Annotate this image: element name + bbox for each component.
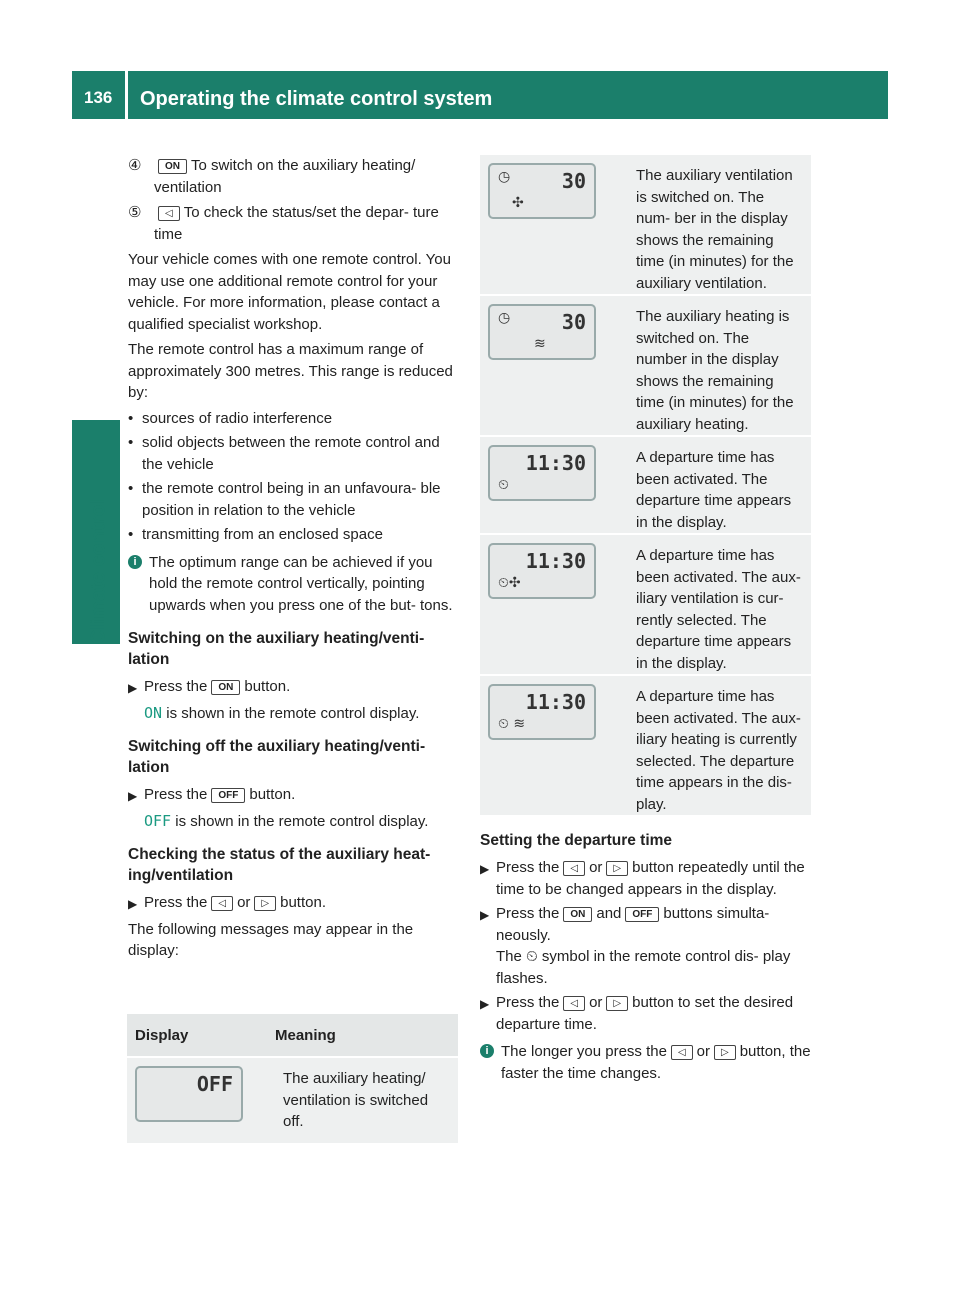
step-text: symbol in the remote control dis- play flashes.	[496, 948, 791, 987]
table-row	[480, 535, 811, 676]
clock-icon: ◷	[498, 169, 511, 185]
list-item-text: sources of radio interference	[142, 409, 333, 427]
instruction-step	[480, 857, 814, 900]
step-arrow-icon: ▶	[480, 862, 490, 876]
info-icon: i	[480, 1044, 494, 1058]
paragraph: Your vehicle comes with one remote control. You may use one additional remote control for your vehicle. For more information, please contact a qualified specialist workshop.	[128, 251, 451, 333]
info-note	[128, 552, 460, 617]
meaning-cell: A departure time has been activated. The aux- iliary ventilation is cur- rently selected. The departure time appears in the display.	[636, 547, 801, 672]
page-title: Operating the climate control system	[140, 88, 493, 110]
bullet-icon: •	[128, 434, 134, 451]
instruction-step	[480, 903, 814, 989]
column-header-display: Display	[135, 1026, 189, 1044]
lcd-value: 30	[561, 310, 586, 334]
instruction-step	[128, 676, 460, 700]
meaning-cell: The auxiliary heating is switched on. The number in the display shows the remaining time (in minutes) for the auxiliary heating.	[636, 308, 794, 433]
right-arrow-key-icon: ▷	[714, 1045, 736, 1060]
list-item	[128, 524, 460, 546]
meaning-cell: A departure time has been activated. The aux- iliary heating is currently selected. The departure time appears in the dis- play.	[636, 688, 801, 813]
step-text: buttons simulta- neously.	[496, 905, 770, 944]
item-number: ④	[128, 157, 142, 174]
lcd-text: ON	[144, 703, 163, 722]
result-line	[128, 703, 460, 725]
info-text: The optimum range can be achieved if you hold the remote control vertically, pointing upwards when you press one of the but- tons.	[149, 553, 453, 614]
right-arrow-key-icon: ▷	[606, 996, 628, 1011]
lcd-display-image	[488, 684, 596, 740]
on-key-icon: ON	[158, 159, 187, 174]
legend-item-4	[128, 155, 460, 198]
table-header	[127, 1014, 458, 1056]
section-heading: Checking the status of the auxiliary heat- ing/ventilation	[128, 846, 431, 884]
list-item	[128, 478, 460, 521]
right-arrow-key-icon: ▷	[254, 896, 276, 911]
display-cell	[127, 1058, 273, 1143]
info-text: or	[696, 1043, 710, 1060]
lcd-value: 11:30	[525, 549, 586, 573]
step-arrow-icon: ▶	[128, 681, 138, 695]
meaning-cell: A departure time has been activated. The departure time appears in the display.	[636, 449, 792, 531]
left-arrow-key-icon: ◁	[563, 996, 585, 1011]
right-column	[480, 830, 814, 1090]
step-text: button repeatedly until the time to be changed appears in the display.	[496, 859, 805, 898]
instruction-step	[128, 784, 460, 808]
step-arrow-icon: ▶	[128, 897, 138, 911]
legend-text: To switch on the auxiliary heating/ ventilation	[154, 157, 416, 196]
section-heading: Switching on the auxiliary heating/venti- lation	[128, 630, 425, 668]
lcd-value: 30	[561, 169, 586, 193]
lcd-display-image	[488, 445, 596, 501]
step-text: or	[237, 894, 251, 911]
fan-icon: ✣	[512, 195, 524, 211]
display-table	[127, 1014, 458, 1143]
lcd-display-image	[488, 163, 596, 219]
side-tab-label-wrap	[74, 490, 118, 660]
display-cell	[480, 676, 626, 815]
step-text: button to set the desired departure time.	[496, 994, 794, 1033]
result-text: is shown in the remote control display.	[175, 812, 429, 830]
page-number: 136	[84, 88, 113, 107]
heating-icon: ≋	[534, 336, 546, 352]
bullet-icon: •	[128, 480, 134, 497]
timer-fan-icon: ⏲✣	[498, 575, 521, 591]
left-arrow-key-icon: ◁	[671, 1045, 693, 1060]
table-row	[480, 155, 811, 296]
list-item-text: transmitting from an enclosed space	[142, 526, 383, 543]
section-heading: Switching off the auxiliary heating/venti- lation	[128, 738, 426, 776]
info-text: The longer you press the	[501, 1043, 667, 1060]
display-cell	[480, 296, 626, 435]
step-arrow-icon: ▶	[128, 789, 138, 803]
step-text: or	[589, 994, 603, 1011]
right-arrow-key-icon: ▷	[606, 861, 628, 876]
on-key-icon: ON	[563, 907, 592, 922]
lcd-value: 11:30	[525, 451, 586, 475]
section-heading: Setting the departure time	[480, 832, 673, 849]
list-item	[128, 432, 460, 475]
clock-icon: ◷	[498, 310, 511, 326]
display-cell	[480, 155, 626, 294]
lcd-value: OFF	[196, 1072, 233, 1096]
meaning-cell: The auxiliary ventilation is switched on. The num- ber in the display shows the remaining time (in minutes) for the auxiliary ventilation.	[636, 167, 794, 292]
timer-symbol-icon: ⏲	[526, 948, 538, 965]
bullet-icon: •	[128, 409, 134, 427]
list-item-text: the remote control being in an unfavoura- ble position in relation to the vehicle	[142, 480, 441, 519]
left-arrow-key-icon: ◁	[563, 861, 585, 876]
on-key-icon: ON	[211, 680, 240, 695]
paragraph: The following messages may appear in the display:	[128, 920, 414, 959]
table-row	[127, 1056, 458, 1143]
left-arrow-key-icon: ◁	[158, 206, 180, 221]
step-text: Press the	[496, 905, 560, 922]
table-row	[480, 296, 811, 437]
column-header-meaning: Meaning	[275, 1026, 336, 1044]
info-icon: i	[128, 555, 142, 569]
display-cell	[480, 437, 626, 533]
list-item	[128, 408, 460, 430]
off-key-icon: OFF	[211, 788, 245, 803]
step-text: button.	[280, 894, 326, 911]
step-text: button.	[244, 678, 291, 695]
step-text: Press the	[496, 859, 560, 876]
item-number: ⑤	[128, 204, 142, 221]
off-key-icon: OFF	[625, 907, 659, 922]
step-arrow-icon: ▶	[480, 908, 490, 922]
step-text: Press the	[144, 786, 208, 803]
result-text: is shown in the remote control display.	[166, 704, 420, 722]
step-text: Press the	[496, 994, 560, 1011]
step-text: button.	[249, 786, 296, 803]
left-arrow-key-icon: ◁	[211, 896, 233, 911]
step-arrow-icon: ▶	[480, 997, 490, 1011]
instruction-step	[480, 992, 814, 1035]
lcd-display-image	[135, 1066, 243, 1122]
lcd-display-image	[488, 543, 596, 599]
legend-item-5	[128, 202, 460, 245]
header-divider	[125, 71, 128, 119]
step-text: and	[596, 905, 622, 922]
info-note	[480, 1041, 814, 1084]
list-item-text: solid objects between the remote control and the vehicle	[142, 434, 440, 473]
paragraph: The remote control has a maximum range of approximately 300 metres. This range is reduced by:	[128, 341, 453, 401]
step-text: or	[589, 859, 603, 876]
instruction-step	[128, 892, 460, 916]
left-column	[128, 155, 460, 966]
result-line	[128, 811, 460, 833]
bullet-icon: •	[128, 526, 134, 543]
display-table-continued	[480, 155, 811, 817]
timer-icon: ⏲	[498, 477, 509, 493]
display-cell	[480, 535, 626, 674]
lcd-display-image	[488, 304, 596, 360]
table-row	[480, 437, 811, 535]
side-tab-label: Climate control	[87, 498, 110, 645]
lcd-text: OFF	[144, 811, 172, 830]
step-text: The	[496, 948, 522, 965]
meaning-cell: The auxiliary heating/ ventilation is switched off.	[283, 1070, 429, 1130]
info-text: button, the faster the time changes.	[501, 1043, 811, 1082]
step-text: Press the	[144, 678, 208, 695]
lcd-value: 11:30	[525, 690, 586, 714]
step-text: Press the	[144, 894, 208, 911]
legend-text: To check the status/set the depar- ture time	[154, 204, 439, 243]
table-row	[480, 676, 811, 817]
timer-heating-icon: ⏲ ≋	[498, 716, 526, 732]
